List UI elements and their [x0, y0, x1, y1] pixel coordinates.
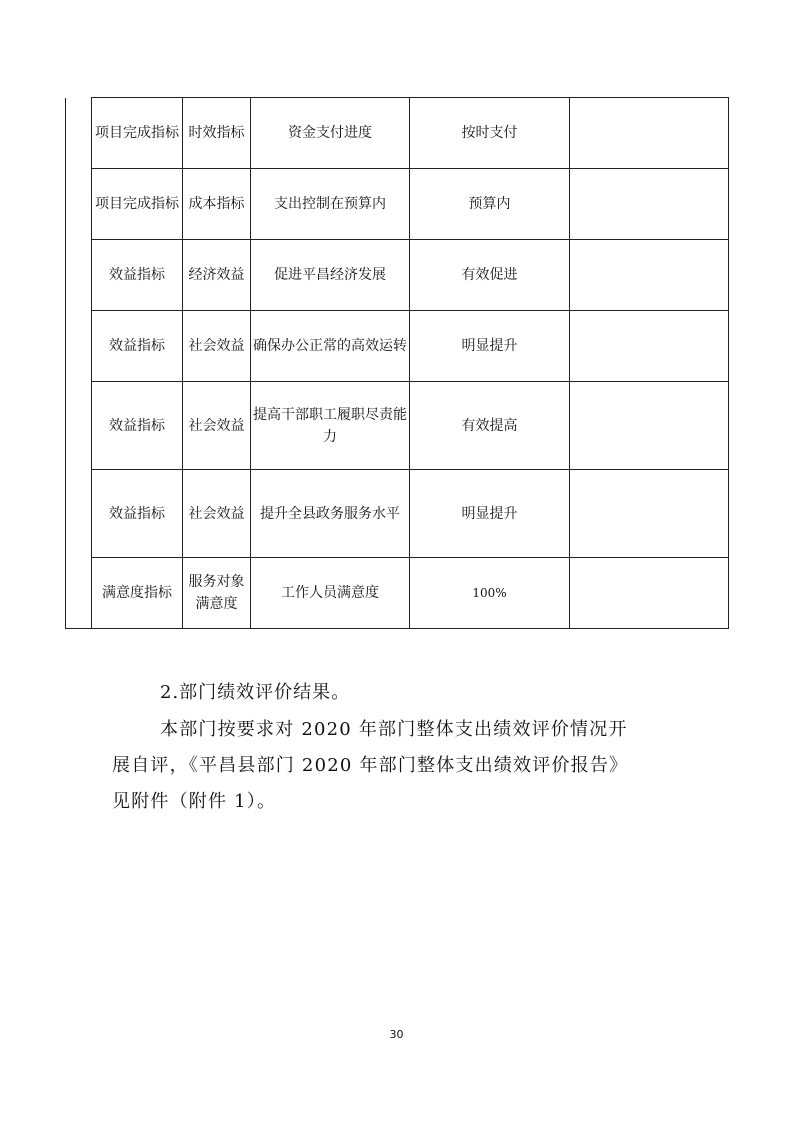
indicator-cell: 提高干部职工履职尽责能力	[251, 382, 410, 470]
section-paragraph	[112, 712, 687, 820]
level2-cell: 社会效益	[183, 382, 251, 470]
target-cell: 明显提升	[410, 470, 570, 558]
indicator-cell: 确保办公正常的高效运转	[251, 311, 410, 382]
table-left-gutter-cell	[66, 311, 92, 382]
table-left-gutter-cell	[66, 240, 92, 311]
table-row	[66, 311, 729, 382]
level1-cell: 项目完成指标	[92, 98, 183, 169]
table-left-gutter-cell	[66, 558, 92, 629]
section-heading: 2.部门绩效评价结果。	[160, 682, 351, 703]
level1-cell: 满意度指标	[92, 558, 183, 629]
page-number: 30	[389, 1028, 404, 1041]
paragraph-line: 本部门按要求对 2020 年部门整体支出绩效评价情况开	[160, 719, 628, 740]
table-left-gutter-cell	[66, 382, 92, 470]
indicator-cell: 工作人员满意度	[251, 558, 410, 629]
performance-indicator-table	[65, 97, 729, 629]
target-cell: 有效促进	[410, 240, 570, 311]
indicator-cell: 促进平昌经济发展	[251, 240, 410, 311]
target-cell: 有效提高	[410, 382, 570, 470]
target-cell: 明显提升	[410, 311, 570, 382]
indicator-cell: 支出控制在预算内	[251, 169, 410, 240]
actual-cell	[570, 98, 729, 169]
actual-cell	[570, 382, 729, 470]
indicator-cell: 提升全县政务服务水平	[251, 470, 410, 558]
level2-cell: 社会效益	[183, 470, 251, 558]
paragraph-line: 见附件（附件 1）。	[112, 791, 277, 812]
performance-table-wrap	[65, 97, 728, 628]
target-cell: 预算内	[410, 169, 570, 240]
level1-cell: 项目完成指标	[92, 169, 183, 240]
level1-cell: 效益指标	[92, 470, 183, 558]
actual-cell	[570, 470, 729, 558]
paragraph-line: 展自评，《平昌县部门 2020 年部门整体支出绩效评价报告》	[112, 755, 629, 776]
level1-cell: 效益指标	[92, 382, 183, 470]
level1-cell: 效益指标	[92, 240, 183, 311]
table-row	[66, 382, 729, 470]
target-cell: 按时支付	[410, 98, 570, 169]
level2-cell: 时效指标	[183, 98, 251, 169]
actual-cell	[570, 240, 729, 311]
actual-cell	[570, 311, 729, 382]
indicator-cell: 资金支付进度	[251, 98, 410, 169]
actual-cell	[570, 558, 729, 629]
actual-cell	[570, 169, 729, 240]
target-cell: 100%	[410, 558, 570, 629]
table-row	[66, 470, 729, 558]
table-row	[66, 240, 729, 311]
level2-cell: 社会效益	[183, 311, 251, 382]
table-left-gutter-cell	[66, 169, 92, 240]
level2-cell: 服务对象满意度	[183, 558, 251, 629]
table-row	[66, 558, 729, 629]
table-left-gutter-cell	[66, 470, 92, 558]
level1-cell: 效益指标	[92, 311, 183, 382]
level2-cell: 经济效益	[183, 240, 251, 311]
level2-cell: 成本指标	[183, 169, 251, 240]
table-row	[66, 98, 729, 169]
table-left-gutter-cell	[66, 98, 92, 169]
table-row	[66, 169, 729, 240]
